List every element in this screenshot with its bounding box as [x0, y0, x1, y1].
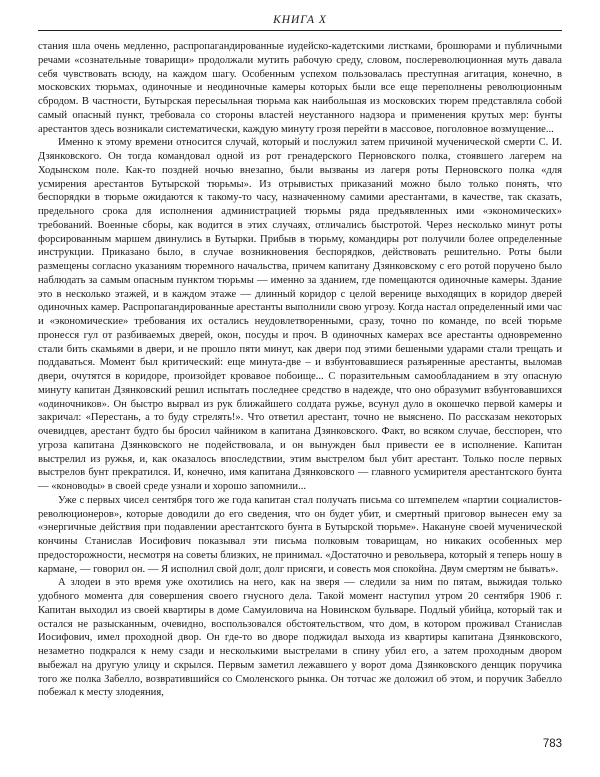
paragraph-continuation: стания шла очень медленно, распропагандированные иудейско-кадетскими листками, брошюрами и публичными речами «сознательные товарищи» продолжали мутить рабочую среду, словом, послереволюционная муть давала себя чувствовать всюду, на каждом шагу. Особенным успехом пользовалась преступная агитация, конечно, в московских тюрьмах, одиночные и неодиночные камеры которых были все еще переполнены революционным сбродом. В частности, Бутырская пересыльная тюрьма как наибольшая из московских тюрем представляла собой самый опасный пункт, требовала со стороны властей неустанного надзора и применения крутых мер: бунты арестантов здесь возникали систематически, каждую минуту грозя перейти в массовое, поголовное возмущение... — [38, 41, 562, 135]
body-text — [38, 40, 562, 700]
page-number: 783 — [542, 738, 562, 750]
paragraph: Уже с первых чисел сентября того же года капитан стал получать письма со штемпелем «партии социалистов-революционеров», которые доводили до его сведения, что он будет убит, и смертный приговор вынесен ему за «энергичные действия при подавлении арестантского бунта в Бутырской тюрьме». Накануне своей мученической кончины Станислав Иосифович показывал эти письма полковым товарищам, но никаких особенных мер предосторожности, несмотря на советы близких, не принимал. «Достаточно и револьвера, который я теперь ношу в кармане, — говорил он. — Я исполнил свой долг, долг присяги, и совесть моя спокойна. Двум смертям не бывать». — [38, 494, 562, 575]
paragraph: А злодеи в это время уже охотились на него, как на зверя — следили за ним по пятам, выжидая только удобного момента для совершения своего гнусного дела. Такой момент наступил утром 20 сентября 1906 г. Капитан выходил из своей квартиры в доме Самуиловича на Новинском бульваре. Подлый убийца, который так и остался не разысканным, очевидно, воспользовался обстоятельством, что дом, в котором проживал Станислав Иосифович, имел проходной двор. Он где-то во дворе поджидал выхода из квартиры капитана Дзянковского, незаметно подкрался к нему сзади и несколькими выстрелами в спину убил его, а затем проходным двором выбежал на другую улицу и скрылся. Первым заметил лежавшего у ворот дома Дзянковского денщик поручика того же полка Забелло, возвратившийся со Смоленского рынка. Он тотчас же доложил об этом, и поручик Забелло побежал к месту злодеяния, — [38, 577, 562, 699]
running-header: КНИГА X — [38, 14, 562, 31]
paragraph: Именно к этому времени относится случай, который и послужил затем причиной мученической смерти С. И. Дзянковского. Он тогда командовал одной из рот гренадерского Перновского полка, стоявшего лагерем на Ходынском поле. Как-то поздней ночью внезапно, были вызваны из лагеря роты Перновского полка «для усмирения арестантов Бутырской тюрьмы». Из отрывистых приказаний можно было только понять, что беспорядки в тюрьме ожидаются к такому-то часу, назначенному самими арестантами, в качестве, так сказать, предельного срока для исполнения администрацией тюрьмы ряда предъявленных ими «экономических» требований. Военные сборы, как водится в этих случаях, отличались быстротой. Через несколько минут роты форсированным маршем двинулись в Бутырки. Прибыв в тюрьму, командиры рот получили более определенные инструкции. Приказано было, в случае возникновения беспорядков, действовать решительно. Роты были размещены согласно указаниям тюремного начальства, причем капитану Дзянковскому с его ротой поручено было наблюдать за самым опасным пунктом тюрьмы — именно за зданием, где помещаются одиночные камеры. Здание это в несколько этажей, и в каждом этаже — длинный коридор с целой веренице выходящих в коридор дверей одиночных камер. Распропагандированные арестанты выполнили свою угрозу. Когда настал определенный ими час и «экономические» требования их остались неудовлетворенными, сразу, точно по команде, по всей тюрьме пронесся гул от разбиваемых дверей, окон, посуды и проч. В одиночных камерах все арестанты одновременно стали бить скамьями в двери, и не прошло пяти минут, как двери под этими бешеными ударами стали трещать и поддаваться. Момент был критический: еще минута-две – и взбунтовавшиеся разъяренные арестанты, выломав двери, очутятся в коридоре, произойдет кровавое побоище... С поразительным самообладанием в эту опасную минуту капитан Дзянковский решил испытать последнее средство в надежде, что оно образумит взбунтовавшихся «одиночников». Он быстро вырвал из рук ближайшего солдата ружье, всунул дуло в окошечко первой камеры и закричал: «Перестань, а то буду стрелять!». Что ответил арестант, точно не выяснено. По рассказам некоторых очевидцев, арестант будто бы бросил чайником в капитана Дзянковского. Факт, во всяком случае, бесспорен, что угроза капитана Дзянковского не подействовала, и он вынужден был привести ее в исполнение. Капитан выстрелил из ружья, и, как оказалось впоследствии, этим выстрелом был убит арестант. Только после первых выстрелов бунт прекратился. И, конечно, имя капитана Дзянковского — главного усмирителя арестантского бунта — «коноводы» в своей среде узнали и хорошо запомнили... — [38, 137, 562, 492]
